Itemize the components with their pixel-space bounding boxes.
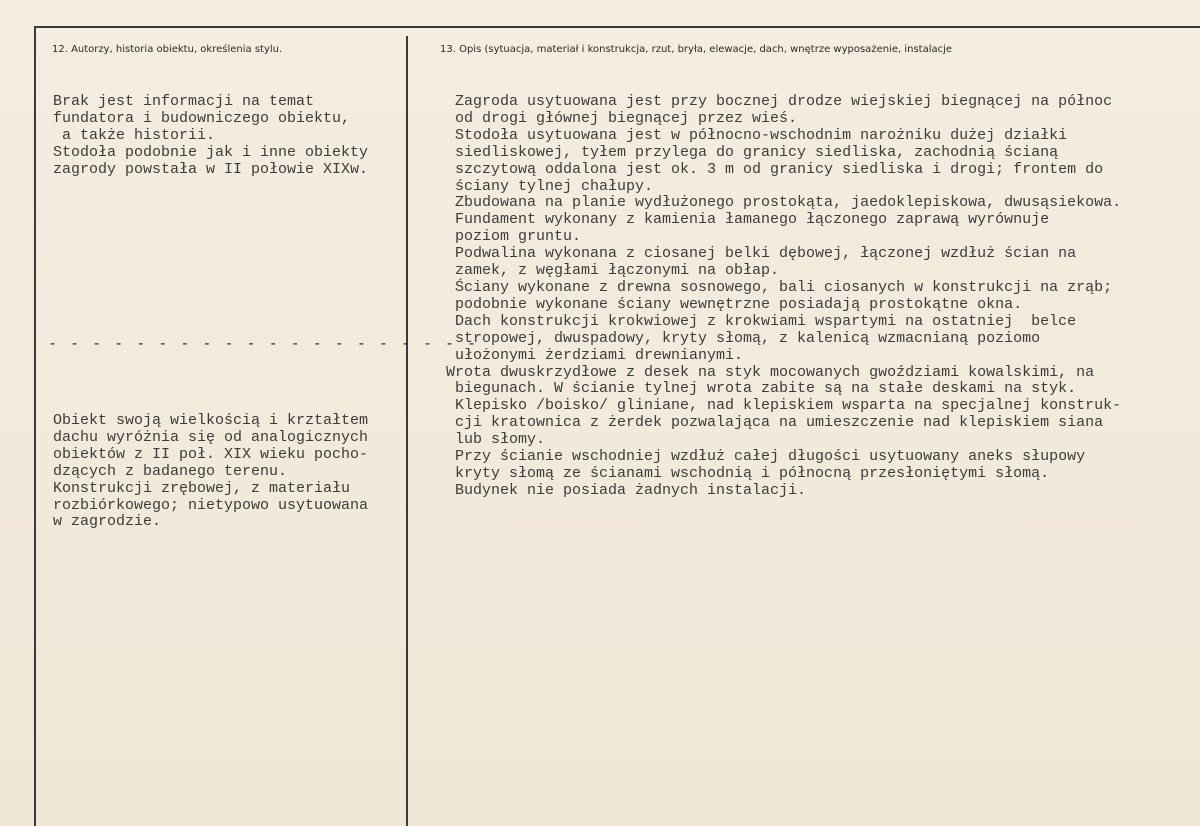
header-12: 12. Autorzy, historia obiektu, określenia stylu.	[52, 44, 283, 55]
description-line: Wrota dwuskrzydłowe z desek na styk mocowanych gwoździami kowalskimi, na	[446, 363, 1095, 381]
description-text	[446, 94, 1121, 500]
history-text	[53, 94, 368, 179]
description-line: podobnie wykonane ściany wewnętrzne posiadają prostokątne okna.	[446, 295, 1023, 313]
description-line: siedliskowej, tyłem przylega do granicy siedliska, zachodnią ścianą	[446, 143, 1059, 161]
header-13: 13. Opis (sytuacja, materiał i konstrukcja, rzut, bryła, elewacje, dach, wnętrze wyposażenie, instalacje	[440, 44, 953, 55]
column-divider	[406, 36, 408, 826]
description-line: Fundament wykonany z kamienia łamanego łączonego zaprawą wyrównuje	[446, 211, 1050, 229]
description-line: Klepisko /boisko/ gliniane, nad klepiskiem wsparta na specjalnej konstruk-	[446, 397, 1122, 415]
description-line: kryty słomą ze ścianami wschodnią i północną przesłoniętymi słomą.	[446, 464, 1050, 482]
history-line: Brak jest informacji na temat	[53, 93, 315, 110]
description-line: lub słomy.	[446, 431, 546, 449]
description-line: Stodoła usytuowana jest w północno-wschodnim narożniku dużej działki	[446, 126, 1068, 144]
description-line: zamek, z węgłami łączonymi na obłap.	[446, 262, 780, 280]
history-line: fundatora i budowniczego obiektu,	[53, 109, 351, 127]
description-line: Zagroda usytuowana jest przy bocznej drodze wiejskiej biegnącej na północ	[446, 93, 1113, 110]
description-line: Podwalina wykonana z ciosanej belki dębowej, łączonej wzdłuż ścian na	[446, 245, 1077, 263]
history-line: Stodoła podobnie jak i inne obiekty	[53, 143, 369, 161]
style-line: rozbiórkowego; nietypowo usytuowana	[53, 496, 369, 514]
description-line: stropowej, dwuspadowy, kryty słomą, z kalenicą wzmacnianą poziomo	[446, 329, 1041, 347]
section-separator: - - - - - - - - - - - - - - - - - - - -	[48, 334, 479, 352]
description-line: Budynek nie posiada żadnych instalacji.	[446, 481, 807, 499]
description-line: cji kratownica z żerdek pozwalająca na umieszczenie nad klepiskiem siana	[446, 414, 1104, 432]
description-line: Ściany wykonane z drewna sosnowego, bali ciosanych w konstrukcji na zrąb;	[446, 278, 1113, 296]
style-line: dzących z badanego terenu.	[53, 462, 288, 480]
description-line: od drogi głównej biegnącej przez wieś.	[446, 109, 798, 127]
style-line: Konstrukcji zrębowej, z materiału	[53, 479, 351, 497]
style-text	[53, 413, 368, 531]
description-line: biegunach. W ścianie tylnej wrota zabite są na stałe deskami na styk.	[446, 380, 1077, 398]
style-line: obiektów z II poł. XIX wieku pocho-	[53, 445, 369, 463]
history-line: zagrody powstała w II połowie XIXw.	[53, 160, 369, 178]
style-line: Obiekt swoją wielkością i krztałtem	[53, 412, 369, 429]
description-line: Dach konstrukcji krokwiowej z krokwiami wspartymi na ostatniej belce	[446, 312, 1077, 330]
history-line: a także historii.	[53, 126, 216, 144]
style-line: dachu wyróżnia się od analogicznych	[53, 428, 369, 446]
description-line: Przy ścianie wschodniej wzdłuż całej długości usytuowany aneks słupowy	[446, 448, 1086, 466]
description-line: Zbudowana na planie wydłużonego prostokąta, jaedoklepiskowa, dwusąsiekowa.	[446, 194, 1122, 212]
description-line: ułożonymi żerdziami drewnianymi.	[446, 346, 744, 364]
description-line: poziom gruntu.	[446, 228, 582, 246]
description-line: ściany tylnej chałupy.	[446, 177, 654, 195]
style-line: w zagrodzie.	[53, 513, 162, 531]
description-line: szczytową oddalona jest ok. 3 m od granicy siedliska i drogi; frontem do	[446, 160, 1104, 178]
